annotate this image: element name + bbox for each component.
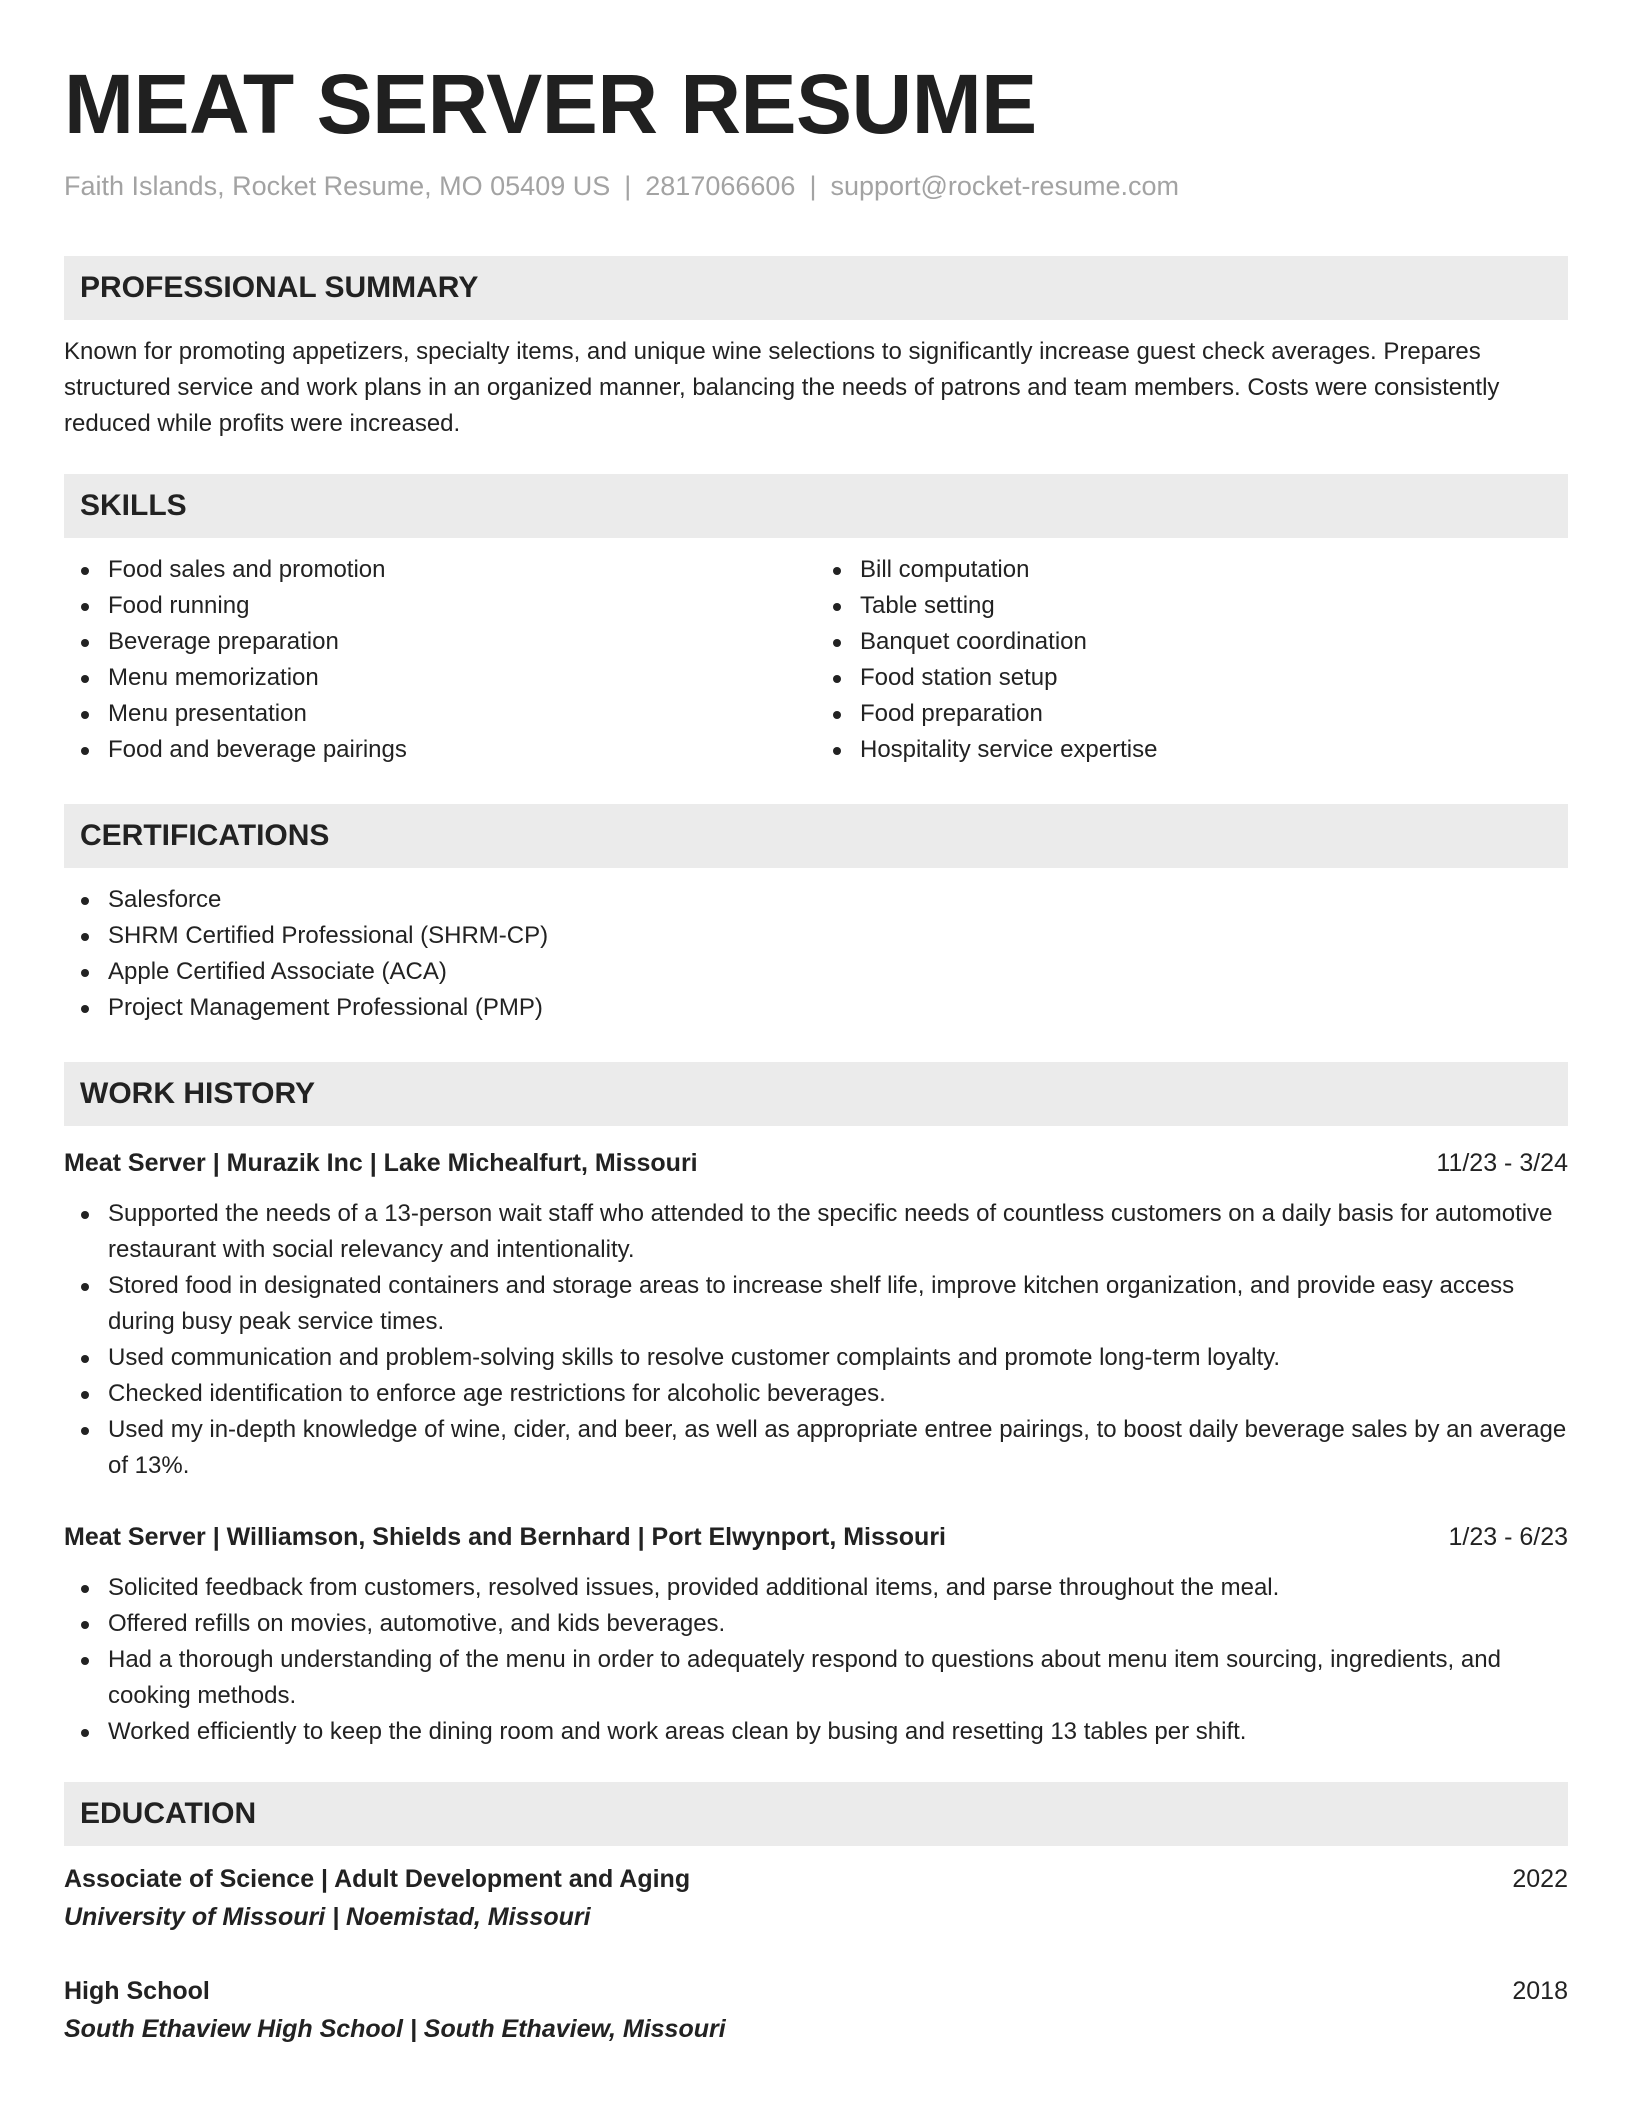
job-bullet: Supported the needs of a 13-person wait staff who attended to the specific needs of countless customers on a daily basis for automotive restaurant with social relevancy and intentionality. bbox=[64, 1196, 1568, 1268]
skills-column-left bbox=[64, 552, 816, 768]
job-bullet: Checked identification to enforce age restrictions for alcoholic beverages. bbox=[64, 1376, 1568, 1412]
education-school: University of Missouri | Noemistad, Missouri bbox=[64, 1903, 591, 1931]
contact-separator: | bbox=[624, 171, 632, 201]
job-title: Meat Server | Murazik Inc | Lake Michealfurt, Missouri bbox=[64, 1149, 698, 1177]
certification-item: Salesforce bbox=[64, 882, 1568, 918]
job-dates: 11/23 - 3/24 bbox=[1436, 1149, 1568, 1177]
certification-item: Apple Certified Associate (ACA) bbox=[64, 954, 1568, 990]
education-entry bbox=[64, 1862, 1568, 1934]
section-heading-skills: SKILLS bbox=[64, 474, 1568, 538]
contact-phone: 2817066606 bbox=[645, 171, 796, 201]
education-year: 2018 bbox=[1512, 1977, 1568, 2005]
contact-line bbox=[64, 168, 1568, 204]
skill-item: Table setting bbox=[816, 588, 1568, 624]
job-header bbox=[64, 1146, 1568, 1180]
job-bullets bbox=[64, 1570, 1568, 1750]
certifications-list bbox=[64, 882, 1568, 1026]
education-degree: Associate of Science | Adult Development and Aging bbox=[64, 1865, 691, 1893]
section-heading-summary: PROFESSIONAL SUMMARY bbox=[64, 256, 1568, 320]
job-entry bbox=[64, 1146, 1568, 1484]
certification-item: Project Management Professional (PMP) bbox=[64, 990, 1568, 1026]
job-bullet: Offered refills on movies, automotive, and kids beverages. bbox=[64, 1606, 1568, 1642]
certification-item: SHRM Certified Professional (SHRM-CP) bbox=[64, 918, 1568, 954]
education-year: 2022 bbox=[1512, 1865, 1568, 1893]
skill-item: Food sales and promotion bbox=[64, 552, 816, 588]
skill-item: Beverage preparation bbox=[64, 624, 816, 660]
education-header bbox=[64, 1974, 1568, 2008]
skills-grid bbox=[64, 552, 1568, 768]
job-bullet: Used communication and problem-solving skills to resolve customer complaints and promote long-term loyalty. bbox=[64, 1340, 1568, 1376]
job-header bbox=[64, 1520, 1568, 1554]
summary-text: Known for promoting appetizers, specialty items, and unique wine selections to significantly increase guest check averages. Prepares structured service and work plans in an organized manner, balancing the needs of patrons and team members. Costs were consistently reduced while profits were increased. bbox=[64, 338, 1500, 437]
skill-item: Banquet coordination bbox=[816, 624, 1568, 660]
resume-title: MEAT SERVER RESUME bbox=[64, 57, 1037, 151]
skill-item: Food preparation bbox=[816, 696, 1568, 732]
education-degree: High School bbox=[64, 1977, 210, 2005]
job-bullet: Used my in-depth knowledge of wine, cider, and beer, as well as appropriate entree pairings, to boost daily beverage sales by an average of 13%. bbox=[64, 1412, 1568, 1484]
contact-separator: | bbox=[809, 171, 817, 201]
job-bullet: Worked efficiently to keep the dining room and work areas clean by busing and resetting 13 tables per shift. bbox=[64, 1714, 1568, 1750]
contact-address: Faith Islands, Rocket Resume, MO 05409 US bbox=[64, 171, 611, 201]
skill-item: Food and beverage pairings bbox=[64, 732, 816, 768]
skill-item: Food running bbox=[64, 588, 816, 624]
job-bullet: Solicited feedback from customers, resolved issues, provided additional items, and parse throughout the meal. bbox=[64, 1570, 1568, 1606]
job-entry bbox=[64, 1520, 1568, 1750]
skill-item: Food station setup bbox=[816, 660, 1568, 696]
skill-item: Menu presentation bbox=[64, 696, 816, 732]
skill-item: Hospitality service expertise bbox=[816, 732, 1568, 768]
job-bullets bbox=[64, 1196, 1568, 1484]
education-entry bbox=[64, 1974, 1568, 2046]
section-heading-education: EDUCATION bbox=[64, 1782, 1568, 1846]
skills-column-right bbox=[816, 552, 1568, 768]
job-bullet: Had a thorough understanding of the menu in order to adequately respond to questions about menu item sourcing, ingredients, and cooking methods. bbox=[64, 1642, 1568, 1714]
contact-email: support@rocket-resume.com bbox=[830, 171, 1179, 201]
skill-item: Bill computation bbox=[816, 552, 1568, 588]
job-bullet: Stored food in designated containers and storage areas to increase shelf life, improve kitchen organization, and provide easy access during busy peak service times. bbox=[64, 1268, 1568, 1340]
section-heading-certifications: CERTIFICATIONS bbox=[64, 804, 1568, 868]
education-header bbox=[64, 1862, 1568, 1896]
education-school: South Ethaview High School | South Ethaview, Missouri bbox=[64, 2015, 726, 2043]
skill-item: Menu memorization bbox=[64, 660, 816, 696]
section-heading-work-history: WORK HISTORY bbox=[64, 1062, 1568, 1126]
job-dates: 1/23 - 6/23 bbox=[1448, 1523, 1568, 1551]
job-title: Meat Server | Williamson, Shields and Bernhard | Port Elwynport, Missouri bbox=[64, 1523, 947, 1551]
